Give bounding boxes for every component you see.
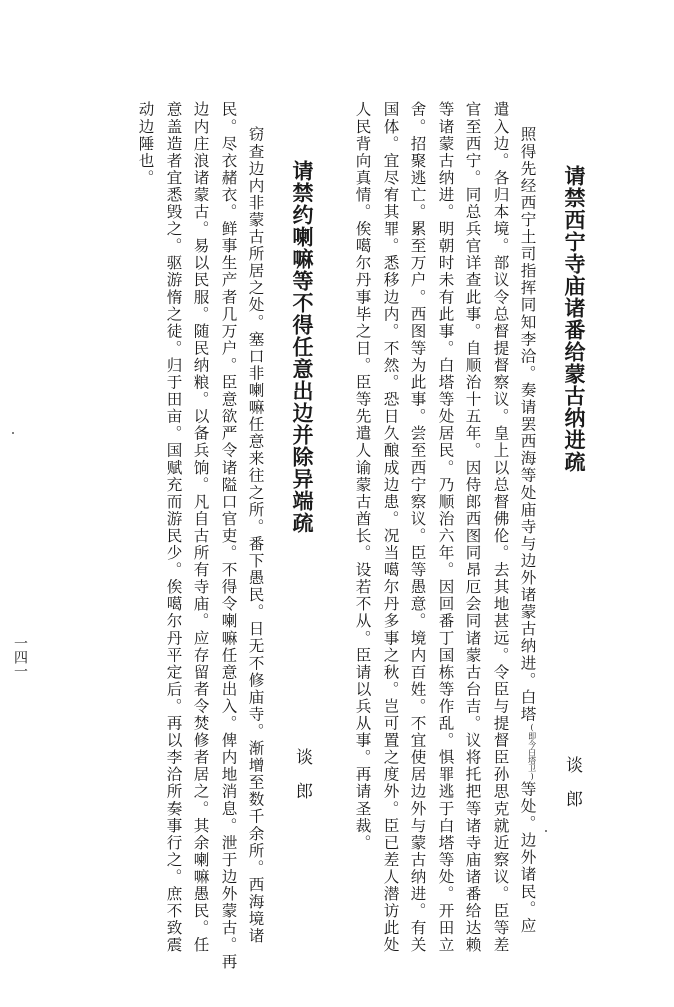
section2-title: 请禁约喇嘛等不得任意出边并除异端疏: [290, 160, 314, 534]
section1-line-4: 等诸蒙古纳进。明朝时未有此事。白塔等处居民。乃顺治六年。因回番丁国栋等作乱。惧罪逃于白塔等处。开田立: [436, 101, 455, 954]
scan-speck: [12, 432, 14, 434]
section1-line-1: [519, 126, 536, 934]
section2-line-3: 边内庄浪诸蒙古。易以民服。随民纳粮。以备兵饷。凡自古所有寺庙。应存留者令焚修者居之。其余喇嘛愚民。任: [191, 101, 210, 954]
section1-line-3: 官至西宁。同总兵官详查此事。自顺治十五年。因侍郎西图同昂厄会同诸蒙古台吉。议将托把等诸寺庙诸番给达赖: [463, 101, 482, 954]
section2-line-4: 意盖造者宜悉毁之。驱游惰之徒。归于田亩。国赋充而游民少。俟噶尔丹平定后。再以李洽所奏事行之。庶不致震: [164, 101, 183, 954]
section2-author: 谈 郎: [292, 748, 312, 799]
section2-line-2: 民。尽衣赭衣。鲜事生产者几万户。臣意欲严令诸隘口官吏。不得令喇嘛任意出入。俾内地消息。泄于边外蒙古。再: [219, 101, 238, 971]
section2-line-5: 动边陲也。: [136, 101, 155, 187]
section1-line-5: 舍。招聚逃亡。累至万户。西图等为此事。尝至西宁察议。臣等愚意。境内百姓。不宜使居边外与蒙古纳进。有关: [408, 101, 427, 954]
section1-author: 谈 郎: [562, 756, 582, 807]
section1-line-7: 人民背向真情。俟噶尔丹事毕之日。臣等先遣人谕蒙古酋长。设若不从。臣请以兵从事。再请圣裁。: [353, 101, 372, 852]
inline-note: (即今白塔卫): [527, 722, 537, 781]
section1-line-1-tail: 等处。边外诸民。应: [518, 780, 537, 935]
section1-line-1-text: 照得先经西宁土司指挥同知李洽。奏请罢西海等处庙寺与边外诸蒙古纳进。白塔: [518, 126, 537, 723]
section1-line-6: 国体。宜尽宥其罪。悉移边内。不然。恐日久酿成边患。况当噶尔丹多事之秋。岂可置之度外。臣已差人潜访此处: [381, 101, 400, 954]
section1-title: 请禁西宁寺庙诸番给蒙古纳进疏: [562, 165, 586, 473]
section1-line-2: 遣入边。各归本境。部议令总督提督察议。皇上以总督佛伦。去其地甚远。令臣与提督臣孙思克就近察议。臣等差: [491, 101, 510, 954]
scan-speck: [545, 830, 547, 832]
section2-line-1: 窃查边内非蒙古所居之处。塞口非喇嘛任意来往之所。番下愚民。日无不修庙寺。渐增至数千余所。西海境诸: [246, 126, 265, 945]
page-number: 一四一: [12, 636, 28, 678]
